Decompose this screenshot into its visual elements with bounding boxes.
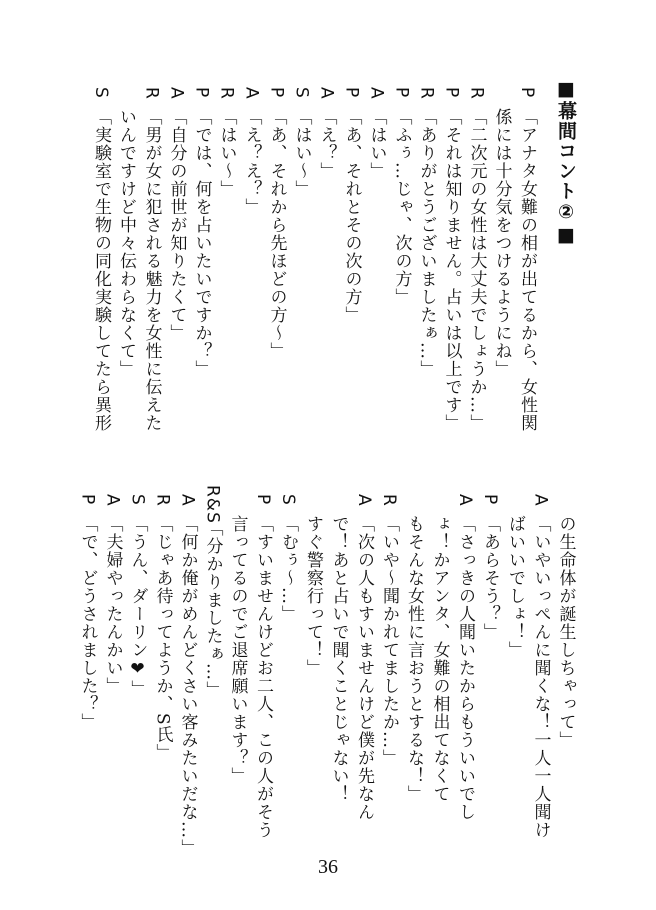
speaker-label: P xyxy=(253,494,273,506)
speaker-label: P xyxy=(341,87,362,99)
dialogue-line xyxy=(339,78,364,438)
dialogue-line xyxy=(427,485,453,845)
speaker-label xyxy=(553,485,578,515)
dialogue-text: 「いや～聞かれてましたか…」 xyxy=(379,515,399,767)
dialogue-text: 「いやいっぺんに聞くな！一人一人聞け xyxy=(530,515,551,839)
dialogue-line xyxy=(314,78,339,438)
dialogue-text: 「夫婦やったんかい」 xyxy=(102,515,123,695)
speaker-label: S xyxy=(278,494,298,506)
dialogue-line xyxy=(289,78,314,438)
dialogue-text: 「はい」 xyxy=(366,108,387,180)
dialogue-line xyxy=(364,78,389,438)
speaker-label xyxy=(225,485,250,515)
speaker-label: R xyxy=(216,86,237,100)
speaker-label: A xyxy=(241,86,262,100)
dialogue-line xyxy=(514,78,539,438)
dialogue-line xyxy=(214,78,239,438)
dialogue-line xyxy=(200,485,225,845)
dialogue-line xyxy=(113,78,139,438)
speaker-label xyxy=(427,485,452,515)
dialogue-text: 「さっきの人聞いたからもういいでし xyxy=(455,515,475,821)
speaker-label xyxy=(489,78,514,108)
dialogue-text: の生命体が誕生しちゃって」 xyxy=(555,515,576,749)
dialogue-text: 「はい～」 xyxy=(216,108,237,198)
section-heading: ■幕間コント②■ xyxy=(555,78,577,247)
speaker-label: A xyxy=(455,493,475,507)
dialogue-text: 「男が女に犯される魅力を女性に伝えた xyxy=(141,108,162,432)
dialogue-line xyxy=(401,485,427,845)
dialogue-line xyxy=(439,78,464,438)
dialogue-line xyxy=(326,485,352,845)
dialogue-line xyxy=(300,485,326,845)
dialogue-text: 「次の人もすいませんけど僕が先なん xyxy=(354,515,374,821)
dialogue-text: 「で、どうされました？」 xyxy=(77,515,98,731)
dialogue-text: ょ！かアンタ、女難の相出てなくて xyxy=(429,515,450,803)
dialogue-text: 「実験室で生物の同化実験してたら異形 xyxy=(91,108,111,432)
dialogue-line xyxy=(351,485,376,845)
dialogue-text: 「アナタ女難の相が出てるから、女性関 xyxy=(517,108,537,432)
dialogue-line xyxy=(452,485,477,845)
speaker-label xyxy=(326,485,351,515)
speaker-label: P xyxy=(191,87,212,99)
dialogue-text: 「ふぅ…じゃ、次の方」 xyxy=(391,108,412,306)
dialogue-line xyxy=(189,78,214,438)
dialogue-text: 「すいませんけどお二人、この人がそう xyxy=(253,515,273,839)
speaker-label: R xyxy=(141,86,162,100)
dialogue-text: 「それは知りません。占いは以上です」 xyxy=(441,108,462,432)
speaker-label: P xyxy=(480,494,500,506)
speaker-label: S xyxy=(91,87,111,99)
dialogue-text: 係には十分気をつけるようにね」 xyxy=(491,108,512,378)
dialogue-line xyxy=(414,78,439,438)
speaker-label: S xyxy=(291,87,312,99)
dialogue-block-upper xyxy=(78,78,578,438)
speaker-label: R xyxy=(416,86,437,100)
dialogue-text: 「はい～」 xyxy=(291,108,312,198)
dialogue-text: 「じゃあ待ってようか、S氏」 xyxy=(152,515,173,762)
dialogue-line xyxy=(250,485,275,845)
dialogue-text: 「むぅ～…」 xyxy=(278,515,298,623)
speaker-label: A xyxy=(354,493,374,507)
dialogue-line xyxy=(389,78,414,438)
dialogue-line xyxy=(528,485,553,845)
speaker-label xyxy=(402,485,427,515)
dialogue-text: すぐ警察行って！」 xyxy=(303,515,323,677)
speaker-label: A xyxy=(530,493,551,507)
speaker-label: P xyxy=(441,87,462,99)
dialogue-text: ばいいでしょ！」 xyxy=(505,515,525,659)
speaker-label: R&S xyxy=(202,485,223,524)
dialogue-line xyxy=(164,78,189,438)
dialogue-line xyxy=(502,485,528,845)
dialogue-text: 「うん、ダーリン❤」 xyxy=(127,515,148,698)
dialogue-line xyxy=(264,78,289,438)
dialogue-line xyxy=(464,78,489,438)
speaker-label: A xyxy=(366,86,387,100)
speaker-label: S xyxy=(127,494,148,506)
speaker-label xyxy=(301,485,326,515)
speaker-label: R xyxy=(379,493,399,507)
dialogue-line xyxy=(125,485,150,845)
dialogue-line xyxy=(239,78,264,438)
dialogue-block-lower xyxy=(77,485,578,857)
speaker-label: A xyxy=(177,493,198,507)
speaker-label: R xyxy=(152,493,173,507)
dialogue-text: 「あ、それとその次の方」 xyxy=(341,108,362,324)
dialogue-line xyxy=(225,485,251,845)
dialogue-text: 「え？」 xyxy=(316,108,337,180)
dialogue-text: 「分かりましたぁ…」 xyxy=(202,519,223,699)
dialogue-text: もそんな女性に言おうとするな！」 xyxy=(404,515,424,803)
speaker-label: A xyxy=(102,493,123,507)
dialogue-text: いんですけど中々伝わらなくて」 xyxy=(116,108,136,378)
dialogue-line xyxy=(275,485,300,845)
dialogue-line xyxy=(175,485,200,857)
speaker-label: A xyxy=(316,86,337,100)
speaker-label: P xyxy=(266,87,287,99)
dialogue-text: 「二次元の女性は大丈夫でしょうか…」 xyxy=(466,108,487,432)
speaker-label xyxy=(503,485,528,515)
speaker-label: P xyxy=(77,494,98,506)
speaker-label xyxy=(114,78,139,108)
dialogue-line xyxy=(489,78,515,438)
dialogue-text: 言ってるのでご退席願います？」 xyxy=(227,515,248,785)
dialogue-text: 「自分の前世が知りたくて」 xyxy=(166,108,187,342)
dialogue-text: 「あらそう？」 xyxy=(480,515,500,641)
speaker-label: R xyxy=(466,86,487,100)
speaker-label: A xyxy=(166,86,187,100)
speaker-label: P xyxy=(391,87,412,99)
dialogue-line xyxy=(477,485,502,845)
dialogue-line xyxy=(553,485,579,845)
speaker-label: P xyxy=(517,87,537,99)
dialogue-line xyxy=(100,485,125,845)
page-number: 36 xyxy=(318,856,338,878)
dialogue-text: 「え？え？」 xyxy=(241,108,262,216)
dialogue-line xyxy=(139,78,164,438)
dialogue-line xyxy=(376,485,401,845)
dialogue-text: 「では、何を占いたいですか？」 xyxy=(191,108,212,378)
dialogue-text: 「ありがとうございましたぁ…」 xyxy=(416,108,437,378)
dialogue-text: で！あと占いで聞くことじゃない！ xyxy=(328,515,349,803)
dialogue-line xyxy=(150,485,175,845)
dialogue-text: 「何か俺がめんどくさい客みたいだな…」 xyxy=(177,515,198,857)
dialogue-line xyxy=(75,485,100,845)
dialogue-line xyxy=(88,78,113,438)
dialogue-text: 「あ、それから先ほどの方～」 xyxy=(266,108,287,360)
